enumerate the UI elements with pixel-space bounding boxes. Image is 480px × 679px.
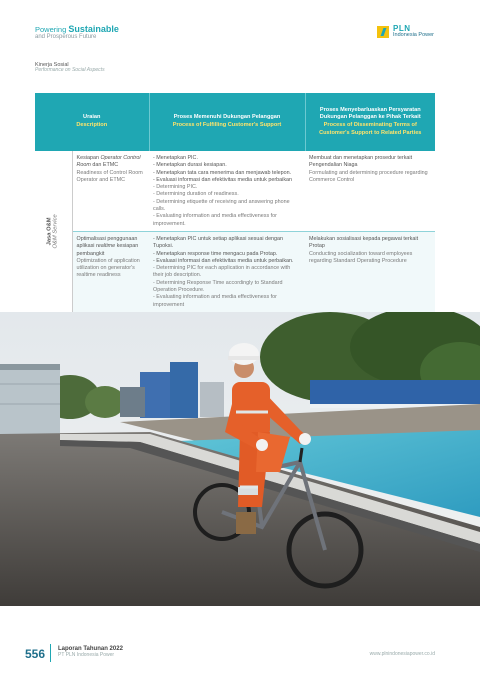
header-process: Proses Memenuhi Dukungan Pelanggan Process of Fulfilling Customer's Support <box>149 93 305 151</box>
dissemination-cell: Membuat dan menetapkan prosedur terkait Pengendalian Niaga Formulating and determining procedure regarding Commerce Control <box>305 151 435 231</box>
pln-brand <box>377 25 434 39</box>
tagline-powering: Powering <box>35 25 67 34</box>
tagline-sustainable: Sustainable <box>68 24 119 34</box>
table-row <box>35 231 435 312</box>
header-description: Uraian Description <box>35 93 149 151</box>
section-title: Kinerja Sosial <box>35 62 69 68</box>
report-tagline <box>35 25 119 41</box>
process-cell: - Menetapkan PIC untuk setiap aplikasi sesuai dengan Tupoksi. - Menetapkan response time mengacu pada Protap. - Evaluasi informasi dan efektivitas media untuk perbaikan. - Determining PIC for each application in accordance with their job description. - Determining Response Time accordingly to Standard Operation Procedure. - Evaluating information and media effectiveness for improvement <box>149 231 305 312</box>
customer-support-table <box>35 93 435 313</box>
company-name: PT PLN Indonesia Power <box>58 651 115 658</box>
header-dissemination: Proses Menyebarluaskan Persyaratan Dukungan Pelanggan ke Pihak Terkait Process of Disseminating Terms of Customer's Support to Related Parties <box>305 93 435 151</box>
page-number: 556 <box>25 647 46 661</box>
report-title: Laporan Tahunan 2022 <box>58 646 123 652</box>
table-header-row <box>35 93 435 151</box>
section-heading <box>35 62 105 74</box>
process-cell: - Menetapkan PIC. - Menetapkan durasi kesiapan. - Menetapkan tata cara menerima dan menjawab telepon. - Evaluasi informasi dan efektivitas media untuk perbaikan - Determining PIC. - Determining duration of readiness. - Determining etiquette of receiving and answering phone calls. - Evaluating information and media effectiveness for improvement. <box>149 151 305 231</box>
group-label-en: O&M Service <box>53 213 60 249</box>
group-cell <box>35 151 72 312</box>
footer-divider <box>50 644 51 662</box>
brand-sub: Indonesia Power <box>393 32 434 38</box>
pln-logo-icon <box>377 26 389 38</box>
section-subtitle: Performance on Social Aspects <box>35 67 105 74</box>
table-row <box>35 151 435 231</box>
dissemination-cell: Melakukan sosialisasi kepada pegawai terkait Protap Conducting socialization toward employees regarding Standard Operating Procedure <box>305 231 435 312</box>
page-footer <box>0 600 480 679</box>
website-link[interactable]: www.plnindonesiapower.co.id <box>369 651 435 657</box>
brand-name: PLN <box>393 24 411 33</box>
worker-bicycle-photo <box>0 312 480 606</box>
tagline-line2: and Prosperous Future <box>35 34 97 41</box>
group-label: Jasa O&M <box>46 216 53 246</box>
description-cell: Kesiapan Operator Control Room dan ETMC Readiness of Control Room Operator and ETMC <box>72 151 149 231</box>
description-cell: Optimalisasi penggunaan aplikasi realtime kesiapan pembangkit Optimization of application utilization on generator's realtime readiness <box>72 231 149 312</box>
